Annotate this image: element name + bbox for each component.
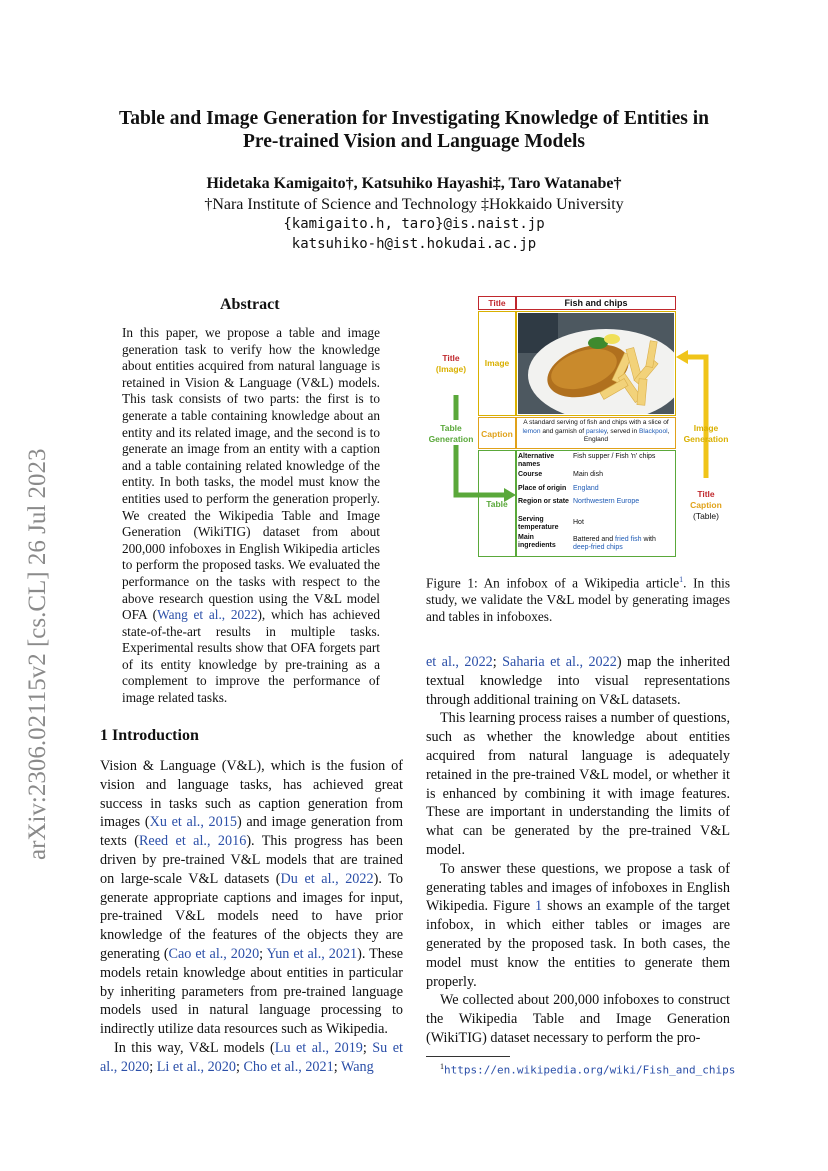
intro-paragraph: [426, 860, 730, 992]
table-tag: Table: [486, 499, 508, 509]
caption-tag: Caption: [481, 429, 513, 439]
citation-link[interactable]: Lu et al., 2019: [274, 1039, 363, 1056]
intro-paragraph: This learning process raises a number of questions, such as whether the knowledge about entities acquired from natural language is adequately retained in the pre-trained V&L model, or whether it is enhanced by combining it with image features. These are important in understanding the limits of what can be generated by the pre-trained V&L model.: [426, 710, 730, 858]
body-text: To answer these questions, we propose a task of generating tables and images of infoboxes in English Wikipedia. Figure: [426, 860, 730, 915]
body-text: ;: [235, 1058, 244, 1075]
intro-paragraph: We collected about 200,000 infoboxes to construct the Wikipedia Table and Image Generation (WikiTIG) dataset necessary to perform the pro-: [426, 992, 730, 1046]
citation-link[interactable]: Wang: [340, 1058, 374, 1075]
body-text: ;: [259, 945, 267, 962]
section-heading-introduction: 1 Introduction: [100, 727, 199, 744]
arxiv-identifier: arXiv:2306.02115v2 [cs.CL] 26 Jul 2023: [24, 448, 51, 860]
footnote-divider: [426, 1056, 510, 1057]
title-tag: Title: [488, 298, 506, 308]
body-text: ;: [149, 1058, 157, 1075]
citation-link[interactable]: Yun et al., 2021: [266, 945, 358, 962]
intro-paragraph: [100, 757, 403, 1039]
body-text: ). This progress has been driven by pre-trained V&L models that are trained on large-scale V&L datasets (: [100, 833, 403, 887]
footnote: $^1$https://en.wikipedia.org/wiki/Fish_and_chips: [440, 1062, 736, 1077]
right-column-body: [426, 653, 730, 1048]
abstract-heading: Abstract: [220, 296, 280, 313]
affiliations: †Nara Institute of Science and Technology ‡Hokkaido University: [204, 196, 624, 213]
citation-link[interactable]: Wang et al., 2022: [157, 607, 258, 623]
intro-paragraph: [100, 1039, 403, 1077]
citation-link[interactable]: et al., 2022: [426, 654, 493, 670]
body-text: ) map the inherited textual knowledge into visual representations through additional training on V&L datasets.: [426, 654, 730, 708]
body-text: ;: [492, 654, 503, 670]
citation-link[interactable]: 1: [535, 898, 543, 915]
citation-link[interactable]: Cao et al., 2020: [168, 945, 260, 962]
intro-paragraph: [426, 653, 730, 709]
body-text: ) and image generation from texts (: [100, 814, 403, 850]
left-column-body: [100, 757, 403, 1077]
citation-link[interactable]: Xu et al., 2015: [149, 814, 237, 831]
paper-title: Table and Image Generation for Investigating Knowledge of Entities in Pre-trained Vision and Language Models: [119, 108, 709, 152]
citation-link[interactable]: Du et al., 2022: [280, 870, 374, 887]
citation-link[interactable]: Saharia et al., 2022: [502, 654, 617, 670]
email-line-2: katsuhiko-h@ist.hokudai.ac.jp: [291, 236, 537, 252]
infobox-caption: A standard serving of fish and chips with a slice of lemon and garnish of parsley, served in Blackpool, England: [522, 419, 670, 444]
abstract-body: In this paper, we propose a table and image generation task to verify how the knowledge about entities acquired from natural language is retained in Vision & Language (V&L) models. This task consists of two parts: the first is to generate a table containing knowledge about an entity and its related image, and the second is to generate an image from an entity with a caption and a table containing related knowledge of the entity. In both tasks, the model must know the entities used to perform the generation properly. We created the Wikipedia Table and Image Generation (WikiTIG) dataset from about 200,000 infoboxes in English Wikipedia articles to perform the proposed tasks. We evaluated the performance on the tasks with respect to the above research question using the V&L model OFA (Wang et al., 2022), which has achieved state-of-the-art results in multiple tasks. Experimental results show that OFA forgets part of its entity knowledge by pre-training as a complement to improve the performance of image related tasks.: [122, 325, 380, 706]
body-text: shows an example of the target infobox, in which either tables or images are generated by the proposed task. In both cases, the model must know the entities to generate them properly.: [426, 898, 730, 990]
infobox-title: Fish and chips: [564, 298, 628, 308]
citation-link[interactable]: Su et al., 2020: [100, 1039, 403, 1075]
figure-caption: Figure 1: An infobox of a Wikipedia article$^1$. In this study, we validate the V&L model by generating images and tables in infoboxes.: [426, 575, 731, 625]
citation-link[interactable]: Reed et al., 2016: [138, 833, 247, 850]
label-title-image: Title (Image): [435, 353, 467, 374]
label-image-generation: Image Generation: [683, 423, 729, 444]
figure-1-infobox: Title Fish and chips Image Caption A standard serving of fish and chips with a slice of lemon and garnish of parsley, served in Blackpool, England Table Alternative names Fish supper / Fish 'n' chips Course Main dish Place of origin England Region or state Northwestern Europe Serving temperature Hot Main ingredients Battered and fried fish with deep-fried chips Title (Image) Table Generation Image Generation Title Caption (Table): [420, 295, 732, 563]
footnote-link[interactable]: https://en.wikipedia.org/wiki/Fish_and_chips: [444, 1063, 736, 1077]
body-text: Vision & Language (V&L), which is the fusion of vision and language tasks, has achieved great success in tasks such as caption generation from images (: [100, 758, 403, 831]
body-text: ). To generate appropriate captions and images for input, pre-trained V&L models need to have prior knowledge of the features of the objects they are generating (: [100, 870, 403, 962]
author-list: Hidetaka Kamigaito†, Katsuhiko Hayashi‡, Taro Watanabe†: [206, 175, 622, 192]
citation-link[interactable]: Li et al., 2020: [156, 1058, 236, 1075]
label-title-caption-table: Title Caption (Table): [690, 489, 722, 521]
email-line-1: {kamigaito.h, taro}@is.naist.jp: [283, 216, 545, 232]
citation-link[interactable]: Cho et al., 2021: [243, 1058, 334, 1075]
body-text: ). These models retain knowledge about entities in particular by inheriting parameters from pre-trained language models used in natural language processing to indirectly utilize data resources such as Wikipedia.: [100, 945, 403, 1038]
body-text: In this way, V&L models (: [114, 1039, 275, 1056]
label-table-generation: Table Generation: [428, 423, 474, 444]
fish-and-chips-photo: [518, 313, 674, 414]
body-text: ;: [333, 1058, 341, 1075]
body-text: ;: [362, 1039, 373, 1056]
image-tag: Image: [484, 358, 510, 368]
